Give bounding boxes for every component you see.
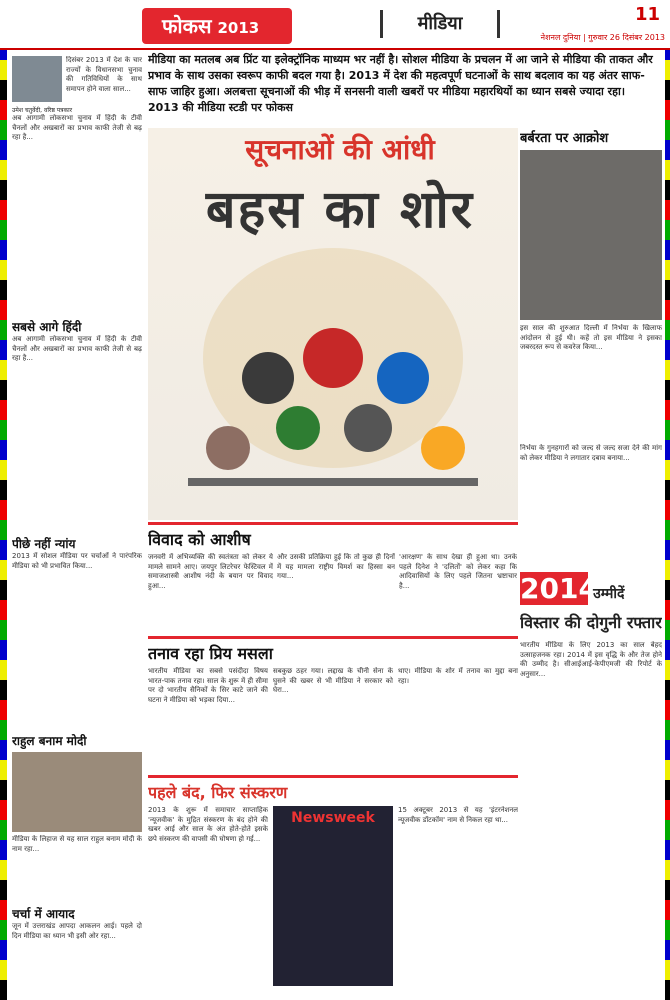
main-title-line1: सूचनाओं की आंधी [245,133,435,166]
dateline: नेशनल दुनिया | गुरुवार 26 दिसंबर 2013 [540,33,665,42]
vivad-para-2: और उसकी प्रतिक्रिया हुई कि तो कुछ ही दिनों में यह मामला राष्ट्रीय विमर्श का हिस्सा बन गया... [277,553,395,581]
focus-logo [142,8,292,44]
box-para: भारतीय मीडिया के लिए 2013 का साल बेहद उत्साहजनक रहा। 2014 में इस वृद्धि के और तेज होने की उम्मीद है। सीआईआई-केपीएमजी की रिपोर्ट के अनुसार... [520,641,662,678]
vivad-para-3: 'आरक्षण' के साथ देखा ही हुआ था। उनके पहले दिनेश ने 'दलितों' को लेकर कहा कि आदिवासियों के लिए पहले जितना भ्रष्टाचार है... [399,553,517,590]
author-name: उमेश चतुर्वेदी, वरिष्ठ पत्रकार [12,107,73,114]
vivad-para-1: जनवरी में अभिव्यक्ति की स्वतंत्रता को लेकर ये मामले सामने आए। जयपुर लिटरेचर फेस्टिवल में समाजशास्त्री आशीष नंदी के बयान पर विवाद हुआ... [148,553,273,590]
subhead-charcha: चर्चा में आयाद [12,907,75,921]
box-subtitle: उम्मीदें [593,586,625,602]
box-year: 2014 [520,572,598,605]
right-para-2: निर्भया के गुनहगारों को जल्द से जल्द सजा देने की मांग को लेकर मीडिया ने लगातार दबाव बनाया... [520,444,662,462]
section-title: मीडिया [380,10,500,38]
right-para-1: इस साल की शुरुआत दिल्ली में निर्भया के खिलाफ आंदोलन से हुई थी। कहें तो इस मीडिया ने इसका जबरदस्त रूप से कवरेज किया... [520,324,662,352]
tanav-title: तनाव रहा प्रिय मसला [148,644,273,663]
sanskaran-title: पहले बंद, फिर संस्करण [148,783,288,802]
page-number: 11 [634,4,660,25]
protest-photo [520,150,662,320]
registration-bar-right [665,0,670,1000]
sanskaran-section [148,775,518,995]
registration-bar-left [0,0,7,1000]
subhead-peeche: पीछे नहीं न्यांय [12,537,76,551]
section-rule [148,636,518,639]
left-para-3: अब आगामी लोकसभा चुनाव में हिंदी के टीवी चैनलों और अखबारों का प्रभाव काफी तेजी से बढ़ रहा है... [12,335,142,363]
newsweek-cover: Newsweek [273,806,393,986]
left-para-1: दिसंबर 2013 में देश के चार राज्यों के विधानसभा चुनाव की गतिविधियों के साथ समापन होने वाला साल... [66,56,142,93]
logo-text: फोकस [162,14,212,38]
sanskaran-para-1: 2013 के शुरू में समाचार साप्ताहिक 'न्यूजवीक' के मुद्रित संस्करण के बंद होने की खबर आई और साल के अंत होते-होते इसके छपे संस्करण की वापसी की घोषणा हो गई... [148,806,268,843]
intro-text: मीडिया का मतलब अब प्रिंट या इलेक्ट्रॉनिक माध्यम भर नहीं है। सोशल मीडिया के प्रचलन में आ जाने से मीडिया की ताकत और प्रभाव के साथ उसका स्वरूप काफी बदल गया है। 2013 में देश की महत्वपूर्ण घटनाओं के साथ बदलाव का यह अंतर साफ-साफ जाहिर हुआ। अलबत्ता सूचनाओं की भीड़ में सनसनी वाली खबरों पर मीडिया महारथियों का ध्यान सबसे ज्यादा रहा। 2013 की मीडिया स्टडी पर फोकस [148,53,653,114]
tanav-para-2: सबकुछ ठहर गया। लद्दाख के चीनी सेना के घुसने की खबर से भी मीडिया ने सरकार को घेरा... [273,667,393,695]
tanav-para-1: भारतीय मीडिया का सबसे पसंदीदा विषय भारत-पाक तनाव रहा। साल के शुरू में ही सीमा पर दो भारतीय सैनिकों के सिर काटे जाने की घटना ने मीडिया को भड़का दिया... [148,667,268,704]
right-column [520,128,662,568]
subhead-sabse-aage: सबसे आगे हिंदी [12,320,82,334]
left-column [12,56,142,992]
left-para-4: 2013 में सोशल मीडिया पर चर्चाओं ने पारंपरिक मीडिया को भी प्रभावित किया... [12,552,142,570]
subhead-rahul-modi: राहुल बनाम मोदी [12,734,87,748]
left-para-2: अब आगामी लोकसभा चुनाव में हिंदी के टीवी चैनलों और अखबारों का प्रभाव काफी तेजी से बढ़ रहा है... [12,114,142,142]
tanav-para-3: थाए। मीडिया के शोर में तनाव का मुद्दा बना रहा। [398,667,518,685]
main-title-line2: बहस का शोर [205,180,475,240]
box-title: विस्तार की दोगुनी रफ्तार [520,613,662,632]
section-rule [148,522,518,525]
vivad-title: विवाद को आशीष [148,530,251,549]
photo-title: बर्बरता पर आक्रोश [520,131,609,146]
section-rule [148,775,518,778]
author-photo [12,56,62,102]
tanav-section [148,636,518,771]
left-para-5: मीडिया के लिहाज से यह साल राहुल बनाम मोदी के नाम रहा... [12,835,142,853]
box-2014 [520,572,662,992]
left-para-6: जून में उत्तराखंड आपदा आकलन आई। पहले दो दिन मीडिया का ध्यान भी इसी ओर रहा... [12,922,142,940]
rahul-modi-photo [12,752,142,832]
sanskaran-para-2: 15 अक्टूबर 2013 से यह 'इंटरनेशनल न्यूजवीक डॉटकॉम' नाम से निकल रहा था... [398,806,518,824]
logo-year: 2013 [217,19,260,37]
vivad-section [148,522,518,632]
